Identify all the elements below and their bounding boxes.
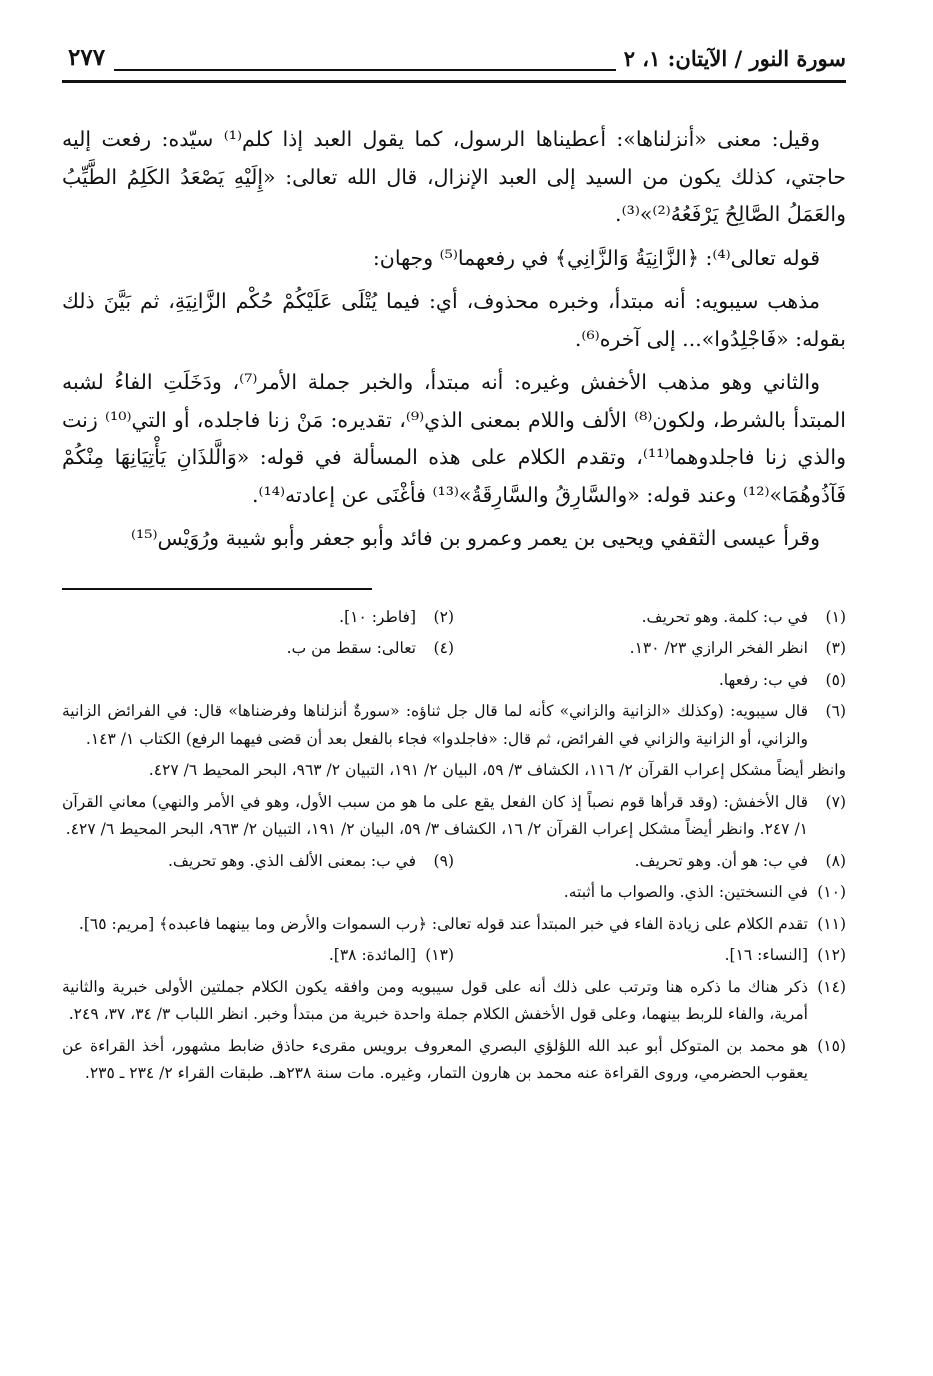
footnote-text: هو محمد بن المتوكل أبو عبد الله اللؤلؤي البصري المعروف برويس مقرىء حاذق ضابط مشهور، أخذ القراءة عن يعقوب الحضرمي، وروى القراءة عنه محمد بن هارون التمار، وغيره. مات سنة ٢٣٨هـ. طبقات القراء ٢/ ٢٣٤ ـ ٢٣٥. xyxy=(62,1036,808,1082)
footnote xyxy=(62,1033,846,1088)
footnote xyxy=(62,698,846,753)
footnote-number: (١٥) xyxy=(817,1036,846,1055)
footnote-text: انظر الفخر الرازي ٢٣/ ١٣٠. xyxy=(629,639,808,657)
footnote-number: (١٠) xyxy=(817,883,846,901)
paragraph: مذهب سيبويه: أنه مبتدأ، وخبره محذوف، أي: فيما يُتْلَى عَلَيْكُمْ حُكْم الزَّانِيَةِ، ثم بَيَّنَ ذلك بقوله: «فَاجْلِدُوا»... إلى آخره⁽⁶⁾. xyxy=(62,289,846,351)
footnote-number: (١٤) xyxy=(817,977,846,996)
footnote-text: [فاطر: ١٠]. xyxy=(339,607,416,626)
footnote-number: (٨) xyxy=(825,851,846,870)
page-number: ٢٧٧ xyxy=(68,44,106,71)
footnote-number: (٢) xyxy=(433,607,454,626)
footnote xyxy=(62,848,454,876)
footnote xyxy=(62,667,846,695)
footnote xyxy=(62,789,846,844)
footnote-text: [النساء: ١٦]. xyxy=(724,946,808,964)
footnote-row xyxy=(62,848,846,876)
footnote xyxy=(62,911,846,939)
footnote-number: (١١) xyxy=(817,914,846,933)
footnote-row xyxy=(62,942,846,970)
book-page xyxy=(62,40,846,1360)
footnote-row xyxy=(62,604,846,632)
footnote-separator xyxy=(62,588,372,590)
footnote-text: في ب: كلمة. وهو تحريف. xyxy=(641,607,808,626)
footnote xyxy=(62,879,846,907)
footnote xyxy=(454,848,846,876)
footnote-text: تعالى: سقط من ب. xyxy=(286,639,416,657)
footnote xyxy=(62,635,454,663)
footnote-number: (٥) xyxy=(825,670,846,689)
footnote-number: (٤) xyxy=(433,639,454,657)
footnote-number: (٣) xyxy=(825,639,846,657)
main-text xyxy=(62,121,846,558)
footnote xyxy=(454,942,846,970)
footnote-number: (١) xyxy=(825,607,846,626)
footnote-text: ذكر هناك ما ذكره هنا وترتب على ذلك أنه على قول سيبويه ومن وافقه يكون الكلام جملتين الأولى خبرية والثانية أمرية، والفاء للربط بينهما، وعلى قول الأخفش الكلام جملة واحدة خبرية من مبتدأ وخبر. انظر اللباب ٣/ ٣٤، ٣٧، ٢٤٩. xyxy=(62,977,808,1023)
footnote-number: (١٢) xyxy=(817,946,846,964)
footnote-continuation xyxy=(62,757,846,785)
footnote-text: في النسختين: الذي. والصواب ما أثبته. xyxy=(563,883,808,901)
paragraph: قوله تعالى⁽⁴⁾: ﴿الزَّانِيَةُ وَالزَّانِي﴾ في رفعهما⁽⁵⁾ وجهان: xyxy=(372,245,820,270)
header-rule xyxy=(114,69,616,71)
footnote xyxy=(62,604,454,632)
footnote-text: في ب: رفعها. xyxy=(718,670,808,689)
footnote-number: (٩) xyxy=(433,851,454,870)
running-header-title: سورة النور / الآيتان: ١، ٢ xyxy=(623,46,846,71)
footnotes xyxy=(62,604,846,1088)
footnote-text: تقدم الكلام على زيادة الفاء في خبر المبتدأ عند قوله تعالى: ﴿رب السموات والأرض وما بينهما فاعبده﴾ [مريم: ٦٥]. xyxy=(78,914,808,933)
footnote-number: (٧) xyxy=(825,792,846,811)
footnote-number: (١٣) xyxy=(425,946,454,964)
footnote xyxy=(62,974,846,1029)
footnote xyxy=(62,942,454,970)
footnote xyxy=(454,635,846,663)
paragraph: وقرأ عيسى الثقفي ويحيى بن يعمر وعمرو بن فائد وأبو جعفر وأبو شيبة ورُوَيْس⁽¹⁵⁾ xyxy=(131,526,820,550)
footnote xyxy=(454,604,846,632)
footnote-text: في ب: هو أن. وهو تحريف. xyxy=(634,851,808,870)
footnote-text: وانظر أيضاً مشكل إعراب القرآن ٢/ ١١٦، الكشاف ٣/ ٥٩، البيان ٢/ ١٩١، التبيان ٢/ ٩٦٣، البحر المحيط ٦/ ٤٢٧. xyxy=(148,761,846,779)
footnote-number: (٦) xyxy=(825,702,846,720)
footnote-row xyxy=(62,635,846,663)
footnote-text: [المائدة: ٣٨]. xyxy=(328,946,416,964)
footnote-text: قال الأخفش: (وقد قرأها قوم نصباً إذ كان الفعل يقع على ما هو من سبب الأول، وهو في الأمر والنهي) معاني القرآن ١/ ٢٤٧. وانظر أيضاً مشكل إعراب القرآن ٢/ ١٦، الكشاف ٣/ ٥٩، البيان ٢/ ١٩١، التبيان ٢/ ٩٦٣، البحر المحيط ٦/ ٤٢٧. xyxy=(62,792,808,838)
footnote-text: في ب: بمعنى الألف الذي. وهو تحريف. xyxy=(167,851,416,870)
paragraph: وقيل: معنى «أنزلناها»: أعطيناها الرسول، كما يقول العبد إذا كلم⁽¹⁾ سيّده: رفعت إليه حاجتي، كذلك يكون من السيد إلى العبد الإنزال، قال الله تعالى: «إِلَيْهِ يَصْعَدُ الكَلِمُ الطَّيِّبُ والعَمَلُ الصَّالِحُ يَرْفَعُهُ⁽²⁾»⁽³⁾. xyxy=(62,127,846,226)
paragraph: والثاني وهو مذهب الأخفش وغيره: أنه مبتدأ، والخبر جملة الأمر⁽⁷⁾، ودَخَلَتِ الفاءُ لشبه المبتدأ بالشرط، ولكون⁽⁸⁾ الألف واللام بمعنى الذي⁽⁹⁾، تقديره: مَنْ زنا فاجلده، أو التي⁽¹⁰⁾ زنت والذي زنا فاجلدوهما⁽¹¹⁾، وتقدم الكلام على هذه المسألة في قوله: «وَالَّلذَانِ يَأْتِيَانِهَا مِنْكُمْ فَآذُوهُمَا»⁽¹²⁾ وعند قوله: «والسَّارِقُ والسَّارِقَةُ»⁽¹³⁾ فأغْنَى عن إعادته⁽¹⁴⁾. xyxy=(62,370,846,507)
footnote-text: قال سيبويه: (وكذلك «الزانية والزاني» كأنه لما قال جل ثناؤه: «سورةٌ أنزلناها وفرضناها» قال: في الفرائض الزانية والزاني، أو الزانية والزاني في الفرائض، ثم قال: «فاجلدوا» فجاء بالفعل بعد أن قضى فيهما الرفع) الكتاب ١/ ١٤٣. xyxy=(62,702,808,748)
page-header xyxy=(62,40,846,83)
